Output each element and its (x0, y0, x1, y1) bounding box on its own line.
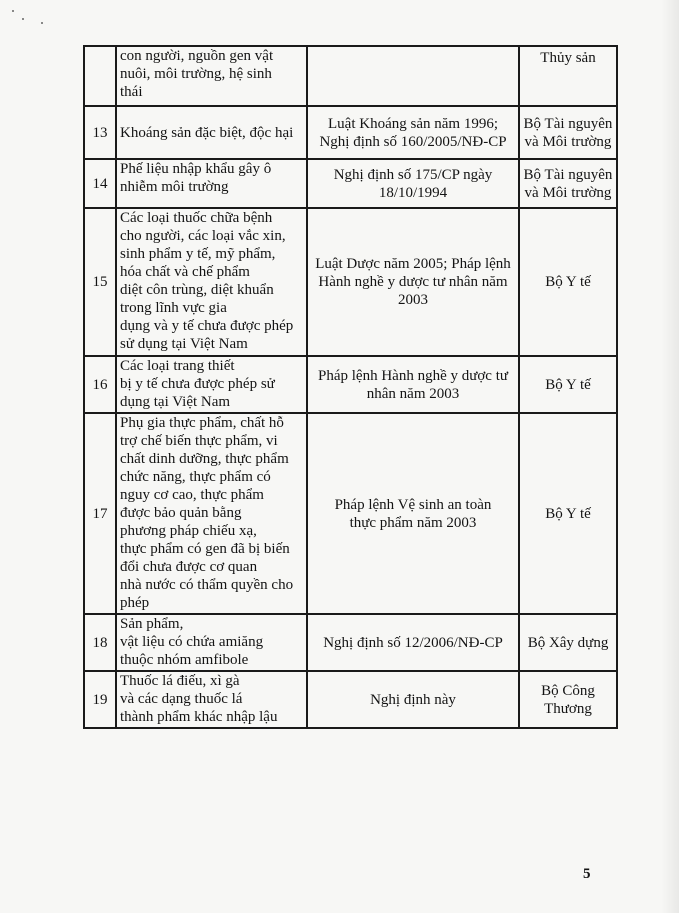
scan-mark (22, 18, 24, 20)
goods-description-text: con người, nguồn gen vật nuôi, môi trường, hệ sinh thái (120, 48, 274, 100)
table-row (84, 356, 617, 413)
managing-agency (519, 413, 617, 614)
legal-basis-text: Luật Khoáng sản năm 1996; Nghị định số 160/2005/NĐ-CP (319, 115, 507, 150)
goods-description (116, 356, 307, 413)
scan-mark (12, 10, 14, 12)
legal-basis (307, 159, 519, 208)
goods-description-text: Các loại thuốc chữa bệnh cho người, các loại vắc xin, sinh phẩm y tế, mỹ phẩm, hóa chất và chế phẩm diệt côn trùng, diệt khuẩn trong lĩnh vực gia dụng và y tế chưa được phép sử dụng tại Việt Nam (120, 210, 294, 352)
row-number: 14 (84, 159, 116, 208)
row-number (84, 46, 116, 106)
legal-basis-text: Pháp lệnh Vệ sinh an toàn thực phẩm năm 2003 (334, 496, 492, 531)
goods-description-text: Sản phẩm, vật liệu có chứa amiăng thuộc nhóm amfibole (120, 616, 264, 668)
regulation-table (83, 45, 618, 729)
managing-agency (519, 614, 617, 671)
managing-agency (519, 671, 617, 728)
table-row (84, 159, 617, 208)
goods-description (116, 671, 307, 728)
row-number: 16 (84, 356, 116, 413)
goods-description-text: Khoáng sản đặc biệt, độc hại (120, 124, 294, 141)
legal-basis (307, 208, 519, 356)
legal-basis-text: Luật Dược năm 2005; Pháp lệnh Hành nghề y dược tư nhân năm 2003 (315, 256, 511, 308)
managing-agency-text: Bộ Xây dựng (527, 634, 609, 651)
page-edge-shadow (661, 0, 679, 913)
goods-description (116, 413, 307, 614)
managing-agency (519, 356, 617, 413)
managing-agency-text: Bộ Công Thương (541, 682, 595, 717)
table-row (84, 614, 617, 671)
row-number: 17 (84, 413, 116, 614)
managing-agency (519, 159, 617, 208)
row-number: 13 (84, 106, 116, 159)
goods-description-text: Các loại trang thiết bị y tế chưa được phép sử dụng tại Việt Nam (120, 358, 275, 410)
goods-description (116, 46, 307, 106)
table-row (84, 413, 617, 614)
row-number: 15 (84, 208, 116, 356)
legal-basis-text: Nghị định này (370, 691, 456, 708)
goods-description (116, 208, 307, 356)
legal-basis (307, 671, 519, 728)
managing-agency (519, 106, 617, 159)
managing-agency-text: Bộ Tài nguyên và Môi trường (523, 115, 613, 150)
managing-agency-text: Bộ Y tế (545, 376, 591, 393)
scan-mark (41, 22, 43, 24)
managing-agency-text: Bộ Y tế (545, 505, 591, 522)
goods-description-text: Thuốc lá điếu, xì gà và các dạng thuốc lá thành phẩm khác nhập lậu (120, 673, 278, 725)
legal-basis (307, 106, 519, 159)
table-row (84, 671, 617, 728)
managing-agency-text: Thủy sản (540, 50, 596, 66)
legal-basis-text: Nghị định số 175/CP ngày 18/10/1994 (333, 166, 493, 201)
table-row (84, 106, 617, 159)
row-number: 19 (84, 671, 116, 728)
legal-basis (307, 356, 519, 413)
legal-basis (307, 413, 519, 614)
managing-agency-text: Bộ Tài nguyên và Môi trường (523, 166, 613, 201)
legal-basis (307, 614, 519, 671)
goods-description-text: Phế liệu nhập khẩu gây ô nhiễm môi trường (120, 161, 272, 195)
row-number: 18 (84, 614, 116, 671)
goods-description (116, 159, 307, 208)
managing-agency-text: Bộ Y tế (545, 274, 591, 290)
goods-description (116, 614, 307, 671)
scan-marks (8, 0, 48, 30)
legal-basis (307, 46, 519, 106)
goods-description-text: Phụ gia thực phẩm, chất hỗ trợ chế biến thực phẩm, vi chất dinh dưỡng, thực phẩm chức năng, thực phẩm có nguy cơ cao, thực phẩm được bảo quản bằng phương pháp chiếu xạ, thực phẩm có gen đã bị biến đổi chưa được cơ quan nhà nước có thẩm quyền cho phép (120, 415, 294, 611)
legal-basis-text: Nghị định số 12/2006/NĐ-CP (323, 634, 503, 651)
managing-agency (519, 208, 617, 356)
managing-agency (519, 46, 617, 106)
goods-description (116, 106, 307, 159)
legal-basis-text: Pháp lệnh Hành nghề y dược tư nhân năm 2003 (318, 367, 508, 402)
page-number: 5 (583, 866, 591, 882)
table-row (84, 208, 617, 356)
table-row (84, 46, 617, 106)
